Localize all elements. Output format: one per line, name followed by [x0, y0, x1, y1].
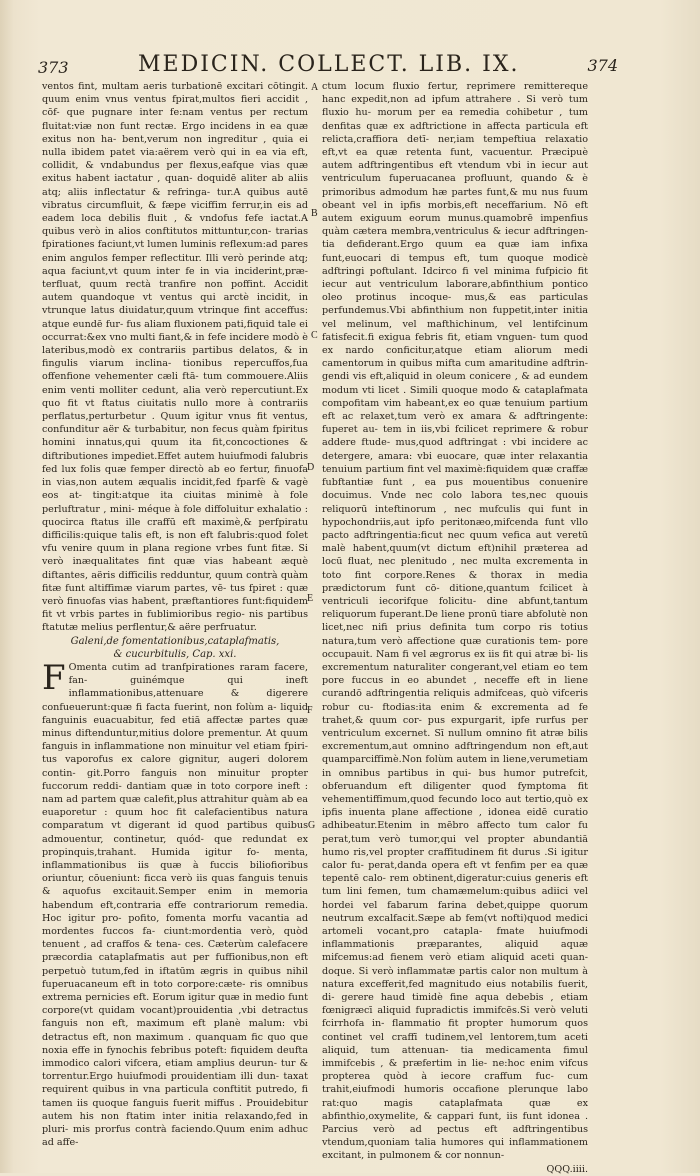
margin-letter-f: F [307, 705, 313, 716]
margin-letter-c: C [311, 330, 318, 341]
page-header [38, 52, 618, 82]
margin-letter-b: B [311, 208, 318, 219]
left-column-text-1: ventos fint, multam aeris turbationē excitari cōtingit. quum enim vnus ventus fpirat,multos fieri accidit , cōf- que pugnare inter fe:nam ventus per rectum fluitat:viæ non funt rectæ. Ergo incidens in ea quæ exitus non ha- bent,verum non ingreditur , quia ei nulla ibidem patet via:aërem verò qui in ea via eft, collidit, & vndabundus per flexus,eafque vias quæ exitus habent iactatur , quan- doquidē aliter ab aliis atq; aliis inflectatur & refringa- tur.A quibus autē vibratus circumfluit, & fæpe viciffim ferrur,in eis ad eadem loca debilis fluit , & vndofus fefe iactat.A quibus verò in alios conftitutos mittuntur,con- trarias fpirationes faciunt,vt lumen luminis reflexum:ad pares enim angulos femper reflectitur. Illi verò perinde atq; aqua faciunt,vt quum inter fe in via inciderint,præ- terfluat, quum rectà tranfire non poffint. Accidit autem quandoque vt ventus qui arctè incidit, in vtrunque latus diuidatur,quum vtrinque fint acceffus: atque eundē fur- fus aliam fluxionem pati,fiquid tale ei occurrat:&ex vno multi fiant,& in fefe incidere modò è lateribus,modò ex contrariis partibus delatos, & in fingulis viarum inclina- tionibus repercuffos,fua offenfione vehementer cæli ftā- tum commouere.Aliis enim venti molliter cedunt, alia verò repercutiunt.Ex quo fit vt ftatus ciuitatis nullo more à contrariis perflatus,perturbetur . Quum igitur vnus fit ventus, confunditur aër & turbabitur, non fecus quàm fpiritus homini innatus,qui quum ita fit,concoctiones & diftributiones impediet.Effet autem huiufmodi falubris fed lux folis quæ femper directò ab eo fertur, finuofa in vias,non autem æqualis incidit,fed fparfè & vagè eos at- tingit:atque ita ciuitas minimè à fole perluftratur , mini- méque à fole diffoluitur exhalatio : quocirca ftatus ille craffū eft maximè,& perfpiratu difficilis:quique talis eft, is non eft falubris:quod folet vfu venire quum in plana regione vrbes funt fitæ. Si verò inæqualitates fint quæ vias habeant æquè diftantes, aëris difficilis redduntur, quum contrà quàm fitæ funt altiffimæ viarum partes, vē- tus fpiret : quæ verò finuofas vias habent, præftantiores funt:fiquidem fit vt vrbis partes in fublimioribus regio- nis partibus ftatutæ melius perflentur,& aëre perfruatur. [42, 81, 308, 634]
signature-mark: QQQ.iiii. [546, 1163, 588, 1175]
margin-letter-g: G [308, 820, 316, 831]
left-page-number: 373 [38, 58, 69, 77]
chapter-heading-line-1: Galeni,de fomentationibus,cataplafmatis, [70, 635, 280, 647]
left-column-text-2: Omenta cutim ad tranfpirationes raram facere, fan- guinémque qui ineft inflammationibus,attenuare & digerere confueuerunt:quæ fi facta fuerint, non folùm a- liquid fanguinis euacuabitur, fed etiā affectæ partes quæ minus diftenduntur,mitius dolore prementur. At quum fanguis in inflammatione non minuitur vel etiam fpiri- tus vaporofus ex calore gignitur, augeri dolorem contin- git.Porro fanguis non minuitur propter fuccorum reddi- dantiam quæ in toto corpore ineft : nam ad partem quæ calefit,plus attrahitur quàm ab ea euaporetur : quum hoc fit calefacientibus natura comparatum vt digerant id quod partibus quibus admouentur, continetur, quód- que redundat ex propinquis,trahant. Humida igitur fo- menta, inflammationibus iis quæ à fuccis biliofioribus oriuntur, cōueniunt: ficca verò iis quas fanguis tenuis & aquofus excitauit.Semper enim in memoria habendum eft,contraria effe contrariorum remedia. Hoc igitur pro- pofito, fomenta morfu vacantia ad mordentes fuccos fa- ciunt:mordentia verò, quòd tenuent , ad craffos & tena- ces. Cæterùm calefacere præcordia cataplafmatis aut per fuffionibus,non eft perpetuò tutum,fed in iftatūm ægris in quibus nihil fuperuacaneum eft in toto corpore:cæte- ris omnibus extrema pernicies eft. Eorum igitur quæ in medio funt corpore(vt quidam vocant)prouidentia ,vbi detractus fanguis non eft, maximum eft planè malum: vbi detractus eft, non maximum . quanquam fic quo que noxia effe in fynochis febribus poteft: fiquidem deufta immodico calori vifcera, etiam amplius deurun- tur & torrentur.Ergo huiufmodi prouidentiam illi dun- taxat requirent quibus in vna particula conftitit putredo, fi tamen iis quoque fanguis fuerit miffus . Prouidebitur autem his non ftatim inter initia relaxando,fed in pluri- mis prorfus contrà faciendo.Quum enim adhuc ad affe- [42, 661, 308, 1149]
left-column [42, 80, 308, 1149]
margin-letter-a: A [311, 82, 319, 93]
right-column-text-1: ctum locum fluxio fertur, reprimere remittereque hanc expedit,non ad ipfum attrahere . Si verò tum fluxio hu- morum per ea remedia cohibetur , tum denfitas quæ ex adftrictione in affecta particula eft relicta,craffiora detī- ner,iam tempeftiua relaxatio eft,vt ea quæ retenta funt, vacuentur. Præcipuè autem adftringentibus eft vtendum vbi in iecur aut ventriculum fuperuacanea profluunt, quando & è primoribus admodum hæ partes funt,& mu nus fuum obeant vel in ipfis morbis,eft neceffarium. Nō eft autem exiguum eorum munus.quamobrē impenfius quàm cætera membra,ventriculus & iecur adftringen- tia defiderant.Ergo quum ea quæ iam infixa funt,euocari di tempus eft, tum quoque modicè adftringi poftulant. Idcirco fi vel minima fufpicio fit iecur aut ventriculum laborare,abfinthium pontico oleo protinus incoque- mus,& eas particulas perfundemus.Vbi abfinthium non fuppetit,inter initia vel melinum, vel mafthichinum, vel lentifcinum fatisfecit.fi exigua febris fit, etiam vnguen- tum quod ex nardo conficitur,atque etiam aliorum medi camentorum in quibus mifta cum amaritudine adftrin- gendi vis eft,aliquid in oleum conicere , & ad eundem modum vti licet . Simili quoque modo & cataplafmata compofitam vim habeant,ex eo quæ tenuium partium eft ac relaxet,tum verò ex amara & adftringente: fuperet au- tem in iis,vbi fcilicet reprimere & robur addere ftude- mus,quod adftringat : vbi incidere ac detergere, amara: vbi euocare, quæ inter relaxantia tenuium partium fint vel maximè:fiquidem quæ craffæ fubftantiæ funt , ea pus mouentibus conuenire docuimus. Vnde nec colo labora tes,nec quouis reliquorū inteftinorum , nec mufculis qui funt in hypochondriis,aut ipfo peritonæo,mifcenda funt vllo pacto adftringentia:ficut nec quum vefica aut veretū malè habent,quum(vt dictum eft)nihil præterea ad locū fluat, nec plenitudo , nec multa excrementa in toto fint corpore.Renes & thorax in media prædictorum funt cō- ditione,quantum fcilicet à ventriculi iecorifque folicitu- dine abfunt,tantum reliquorum fuperant.De liene pronū tiare abfolutè non licet,nec nifi prius definita tum corpo ris totius natura,tum verò affectione quæ curationis tem- pore occupauit. Nam fi vel ægrorus ex iis fit qui atræ bi- lis excrementum naturaliter congerant,vel etiam eo tem pore fuccus in eo abundet , neceffe eft in liene curandō adftringentia reliquis admifceas, quò vifceris robur cu- ftodias:ita enim & excrementa ad fe trahet,& quum cor- pus expurgarit, ipfe rurfus per ventriculum excernet. Sī nullum omnino fit atræ bilis excrementum,aut omnino adftringendum non eft,aut quamparciffimè.Non folùm autem in liene,verumetiam in omnibus partibus in qui- bus humor putrefcit, obferuandum eft diligenter quod fymptoma fit vehementiffimum,quod fecundo loco aut tertio,quò ex ipfis inuenta plane affectione , idonea eidē curatio adhibeatur.Etenim in mēbro affecto tum calor fu perat,tum verò tumor,qui vel propter abundantiā humo ris,vel propter craffitudinem fit durus .Si igitur calor fu- perat,danda opera eft vt fenfim per ea quæ tepentē calo- rem obtinent,digeratur:cuius generis eft tum lini femen, tum chamæmelum:quibus adiici vel hordei vel fabarum farina debet,quippe quorum neutrum excalfacit.Sæpe ab fem(vt nofti)quod medici artomeli vocant,pro catapla- fmate huiufmodi inflammationis præparantes, aliquid aquæ mifcemus:ad fienem verò etiam aliquid aceti quan- doque. Si verò inflammatæ partis calor non multum à natura excefferit,fed magnitudo eius notabilis fuerit, di- gerere haud timidè fine aqua debebis , etiam fœnigræcī aliquid fupradictis immifcēs.Si verò veluti fcirrhofa in- flammatio fit propter humorum quos continet vel craffī tudinem,vel lentorem,tum aceti aliquid, tum attenuan- tia medicamenta fimul immifcebis , & præfertim in lie- ne:hoc enim vifcus propterea quòd à iecore craffum fuc- cum trahit,eiufmodi humoris occafione plerunque labo rat:quo magis cataplafmata quæ ex abfinthio,oxymelite, & cappari funt, iis funt idonea . Parcius verò ad pectus eft adftringentibus vtendum,quoniam talia humores qui inflammationem excitant, in pulmonem & cor nonnun- [322, 81, 588, 1162]
right-page-number: 374 [587, 56, 618, 75]
margin-letter-d: D [307, 462, 315, 473]
drop-cap: F [42, 657, 66, 698]
right-column [322, 80, 588, 1176]
margin-letter-e: E [307, 593, 314, 604]
chapter-heading-line-2: & cucurbitulis, Cap. xxi. [113, 648, 237, 660]
running-title: MEDICIN. COLLECT. LIB. IX. [138, 52, 520, 77]
